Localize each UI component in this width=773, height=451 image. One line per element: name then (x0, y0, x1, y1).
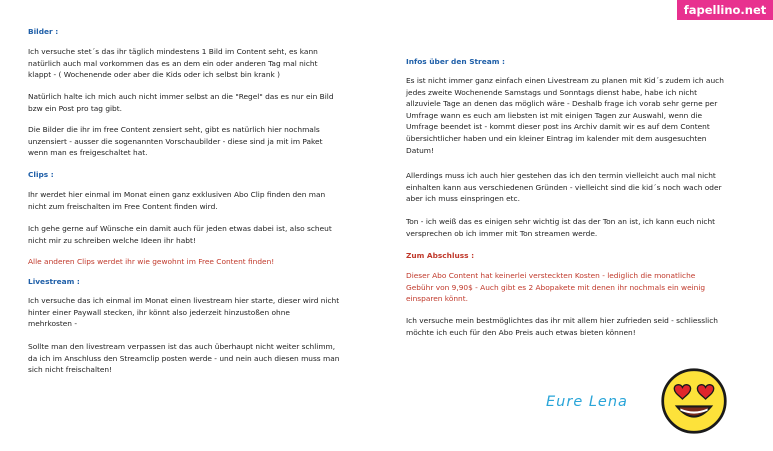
heading-infos-stream: Infos über den Stream : (406, 57, 505, 66)
paragraph-infos-3: Ton - ich weiß das es einigen sehr wichtig ist das der Ton an ist, ich kann euch nicht versprechen ob ich immer mit Ton streamen werde. (406, 217, 716, 238)
paragraph-clips-2: Ich gehe gerne auf Wünsche ein damit auch für jeden etwas dabei ist, also scheut nicht mir zu schreiben welche Ideen ihr habt! (28, 224, 332, 245)
signature: Eure Lena (546, 394, 628, 410)
heading-bilder: Bilder : (28, 27, 59, 36)
paragraph-infos-1: Es ist nicht immer ganz einfach einen Livestream zu planen mit Kid´s zudem ich auch jedes zweite Wochenende Samstags und Sonntags dienst habe, habe ich nicht allzuviele Tage an denen das möglich wäre - Deshalb frage ich vorab sehr gerne per Umfrage wann es euch am liebsten ist mit einigen Tagen zur Auswahl, wenn die Umfrage beendet ist - kommt dieser post ins Archiv damit wir es auf dem Content übersichtlicher haben und ein kleiner Eintrag im kalender mit dem ausgesuchten Datum! (406, 76, 724, 155)
heading-clips: Clips : (28, 170, 54, 179)
paragraph-livestream-1: Ich versuche das ich einmal im Monat einen livestream hier starte, dieser wird nicht hinter einer Paywall stecken, ihr könnt also jederzeit hinzustoßen ohne mehrkosten - (28, 296, 340, 329)
watermark-badge: fapellino.net (677, 0, 773, 20)
paragraph-clips-3: Alle anderen Clips werdet ihr wie gewohnt im Free Content finden! (28, 257, 275, 266)
heading-livestream: Livestream : (28, 277, 80, 286)
paragraph-bilder-3: Die Bilder die ihr im free Content zensiert seht, gibt es natürlich hier nochmals unzensiert - ausser die sogenannten Vorschaubilder - diese sind ja mit im Paket wenn man es freigeschaltet hat. (28, 125, 323, 158)
paragraph-infos-2: Allerdings muss ich auch hier gestehen das ich den termin vielleicht auch mal nicht einhalten kann aus verschiedenen Gründen - vielleicht sind die kid´s noch wach oder aber ich muss einspringen etc. (406, 171, 722, 204)
heart-eyes-smiley-icon (660, 367, 728, 435)
paragraph-bilder-2: Natürlich halte ich mich auch nicht immer selbst an die "Regel" das es nur ein Bild bzw ein Post pro tag gibt. (28, 92, 334, 113)
paragraph-abschluss-2: Ich versuche mein bestmöglichtes das ihr mit allem hier zufrieden seid - schliesslich möchte ich euch für den Abo Preis auch etwas bieten können! (406, 316, 718, 337)
heading-zum-abschluss: Zum Abschluss : (406, 251, 475, 260)
paragraph-clips-1: Ihr werdet hier einmal im Monat einen ganz exklusiven Abo Clip finden den man nicht zum freischalten im Free Content finden wird. (28, 190, 326, 211)
paragraph-livestream-2: Sollte man den livestream verpassen ist das auch überhaupt nicht weiter schlimm, da ich im Anschluss den Streamclip posten werde - und nein auch diesen muss man sich nicht freischalten! (28, 342, 340, 375)
paragraph-bilder-1: Ich versuche stet´s das ihr täglich mindestens 1 Bild im Content seht, es kann natürlich auch mal vorkommen das es an dem ein oder anderen Tag mal nicht klappt - ( Wochenende oder aber die Kids oder ich selbst bin krank ) (28, 47, 318, 80)
paragraph-abschluss-1: Dieser Abo Content hat keinerlei versteckten Kosten - lediglich die monatliche Gebühr von 9,90$ - Auch gibt es 2 Abopakete mit denen ihr nochmals ein weinig einsparen könnt. (406, 271, 706, 304)
